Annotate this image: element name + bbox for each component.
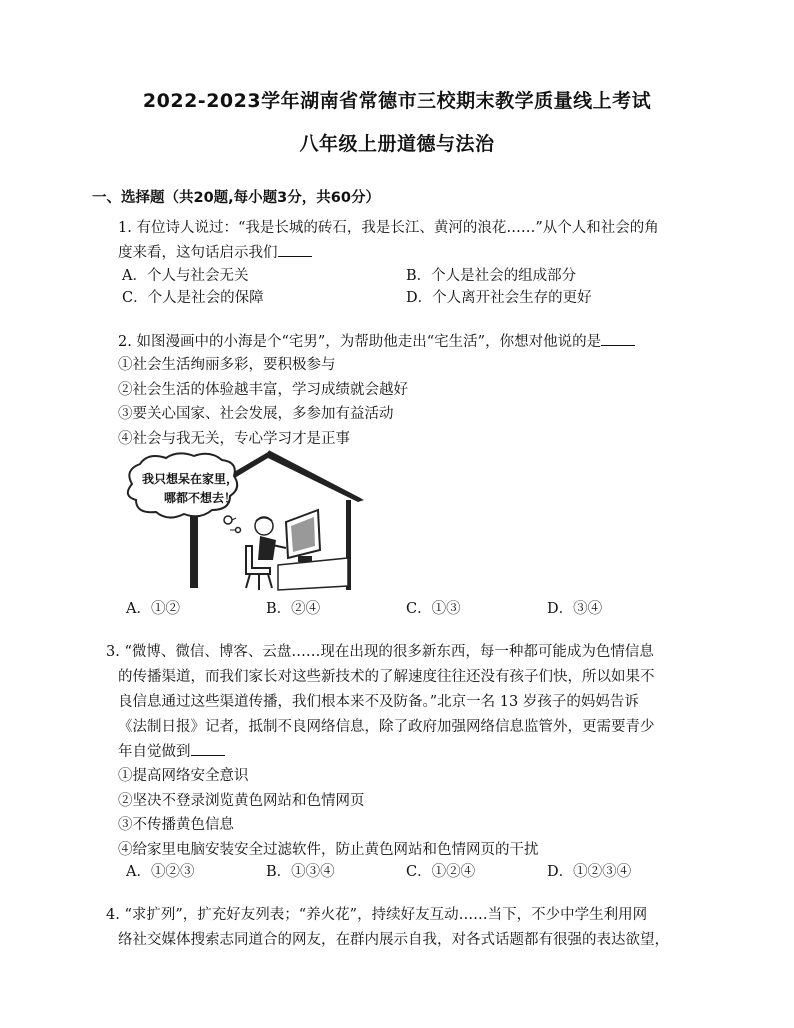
cartoon-illustration (118, 450, 368, 592)
question-4-text: 4. “求扩列”，扩充好友列表；“养火花”，持续好友互动……当下，不少中学生利用网 (106, 907, 648, 923)
q3-option-a[interactable]: A．①②③ (126, 864, 195, 880)
question-3-text-4: 《法制日报》记者，抵制不良网络信息，除了政府加强网络信息监管外，更需要青少 (118, 719, 655, 735)
q1-option-a[interactable]: A．个人与社会无关 (122, 268, 249, 284)
question-1-text-cont-label: 度来看，这句话启示我们 (118, 245, 278, 261)
q2-statement-2: ②社会生活的体验越丰富，学习成绩就会越好 (118, 382, 408, 398)
exam-title: 2022-2023学年湖南省常德市三校期末教学质量线上考试 (142, 90, 652, 112)
q3-statement-3: ③不传播黄色信息 (118, 817, 234, 833)
q2-option-b[interactable]: B．②④ (266, 601, 321, 617)
question-3-text-5 (118, 740, 225, 761)
q2-option-a[interactable]: A．①② (126, 601, 180, 617)
q2-statement-3: ③要关心国家、社会发展，多参加有益活动 (118, 406, 394, 422)
q2-statement-4: ④社会与我无关，专心学习才是正事 (118, 431, 350, 447)
bubble-text-1: 我只想呆在家里， (142, 472, 239, 486)
q3-option-b[interactable]: B．①③④ (266, 864, 335, 880)
question-3-text-2: 的传播渠道，而我们家长对这些新技术的了解速度往往还没有孩子们快，所以如果不 (118, 669, 655, 685)
answer-blank (191, 743, 225, 756)
q1-option-b[interactable]: B．个人是社会的组成部分 (406, 268, 577, 284)
q3-option-c[interactable]: C．①②④ (406, 864, 476, 880)
q1-option-d[interactable]: D．个人离开社会生存的更好 (406, 290, 592, 306)
answer-blank (601, 333, 635, 346)
q3-option-d[interactable]: D．①②③④ (547, 864, 632, 880)
q3-statement-2: ②坚决不登录浏览黄色网站和色情网页 (118, 793, 365, 809)
question-1-text: 1. 有位诗人说过：“我是长城的砖石，我是长江、黄河的浪花……”从个人和社会的角 (118, 220, 659, 236)
section-heading: 一、选择题（共20题,每小题3分，共60分） (92, 190, 380, 206)
question-2-text (118, 330, 635, 351)
q3-statement-4: ④给家里电脑安装安全过滤软件，防止黄色网站和色情网页的干扰 (118, 842, 539, 858)
question-1-text-cont (118, 241, 312, 262)
question-3-text-5-label: 年自觉做到 (118, 744, 191, 760)
bubble-text-2: 哪都不想去！ (164, 491, 237, 505)
q2-statement-1: ①社会生活绚丽多彩，要积极参与 (118, 357, 336, 373)
exam-subtitle: 八年级上册道德与法治 (299, 133, 495, 155)
q2-option-c[interactable]: C．①③ (406, 601, 461, 617)
answer-blank (278, 244, 312, 257)
q2-option-d[interactable]: D．③④ (547, 601, 603, 617)
question-3-text-3: 良信息通过这些渠道传播，我们根本来不及防备。”北京一名 13 岁孩子的妈妈告诉 (118, 694, 639, 710)
question-2-text-label: 2. 如图漫画中的小海是个“宅男”，为帮助他走出“宅生活”，你想对他说的是 (118, 334, 602, 350)
question-3-text: 3. “微博、微信、博客、云盘……现在出现的很多新东西，每一种都可能成为色情信息 (106, 644, 654, 660)
question-4-text-2: 络社交媒体搜索志同道合的网友，在群内展示自我，对各式话题都有很强的表达欲望， (118, 932, 669, 948)
q3-statement-1: ①提高网络安全意识 (118, 768, 249, 784)
q1-option-c[interactable]: C．个人是社会的保障 (122, 290, 264, 306)
